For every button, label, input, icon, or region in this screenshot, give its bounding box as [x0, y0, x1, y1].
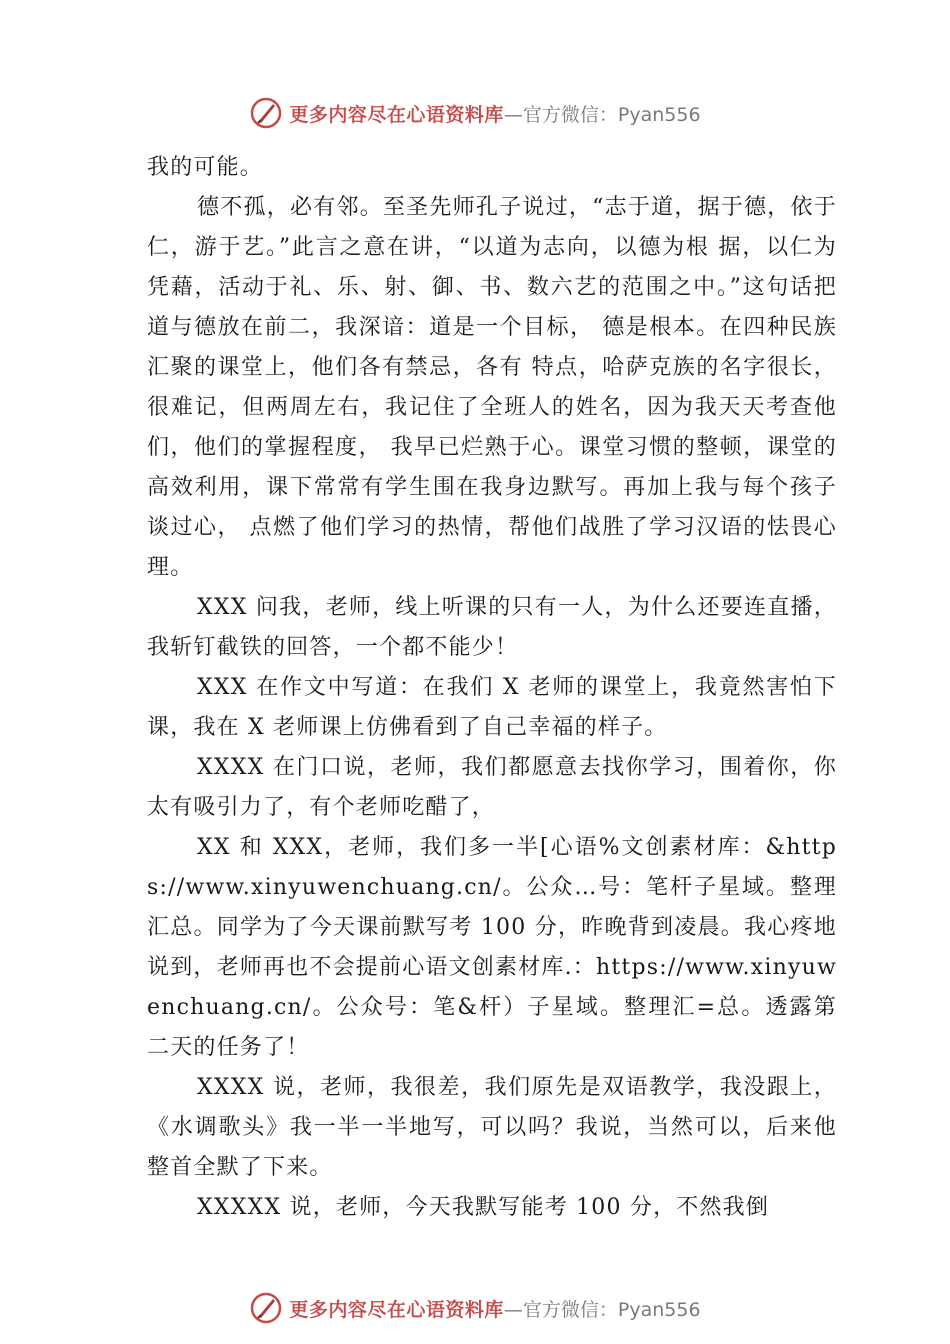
header-wechat-text: —官方微信：Pyan556: [503, 103, 701, 126]
paragraph: XXXXX 说，老师，今天我默写能考 100 分，不然我倒: [197, 1195, 770, 1220]
paragraph: XX 和 XXX，老师，我们多一半[心语%文创素材库：&https://www.xinyuwenchuang.cn/。公众…号：笔杆子星域。整理汇总。同学为了今天课前默写考 100 分，昨晚背到凌晨。我心疼地说到，老师再也不会提前心语文创素材库.：https://www.xinyuwenchuang.cn/。公众号：笔&杆）子星域。整理汇=总。透露第二天的任务了！: [147, 835, 837, 1060]
footer-wechat-text: —官方微信：Pyan556: [503, 1298, 701, 1321]
quill-logo-icon: [249, 1291, 283, 1325]
paragraph: XXX 问我，老师，线上听课的只有一人，为什么还要连直播，我斩钉截铁的回答，一个都不能少！: [147, 595, 837, 660]
paragraph: XXX 在作文中写道：在我们 X 老师的课堂上，我竟然害怕下课，我在 X 老师课上仿佛看到了自己幸福的样子。: [147, 675, 837, 740]
header-banner: [0, 93, 950, 133]
header-library-text: 更多内容尽在心语资料库: [289, 103, 504, 126]
paragraph: XXXX 在门口说，老师，我们都愿意去找你学习，围着你，你太有吸引力了，有个老师吃醋了，: [147, 755, 837, 820]
paragraph: 德不孤，必有邻。至圣先师孔子说过，“志于道，据于德，依于仁，游于艺。”此言之意在讲，“以道为志向，以德为根 据，以仁为凭藉，活动于礼、乐、射、御、书、数六艺的范围之中。”这句话把道与德放在前二，我深谙：道是一个目标， 德是根本。在四种民族汇聚的课堂上，他们各有禁忌，各有 特点，哈萨克族的名字很长，很难记，但两周左右，我记住了全班人的姓名，因为我天天考查他们，他们的掌握程度， 我早已烂熟于心。课堂习惯的整顿，课堂的高效利用，课下常常有学生围在我身边默写。再加上我与每个孩子谈过心， 点燃了他们学习的热情，帮他们战胜了学习汉语的怯畏心理。: [147, 195, 837, 580]
footer-library-text: 更多内容尽在心语资料库: [289, 1298, 504, 1321]
quill-logo-icon: [249, 96, 283, 130]
paragraph: XXXX 说，老师，我很差，我们原先是双语教学，我没跟上，《水调歌头》我一半一半地写，可以吗？我说，当然可以，后来他整首全默了下来。: [147, 1075, 837, 1180]
document-body: [147, 148, 837, 1228]
paragraph: 我的可能。: [147, 155, 264, 180]
footer-banner: [0, 1288, 950, 1328]
